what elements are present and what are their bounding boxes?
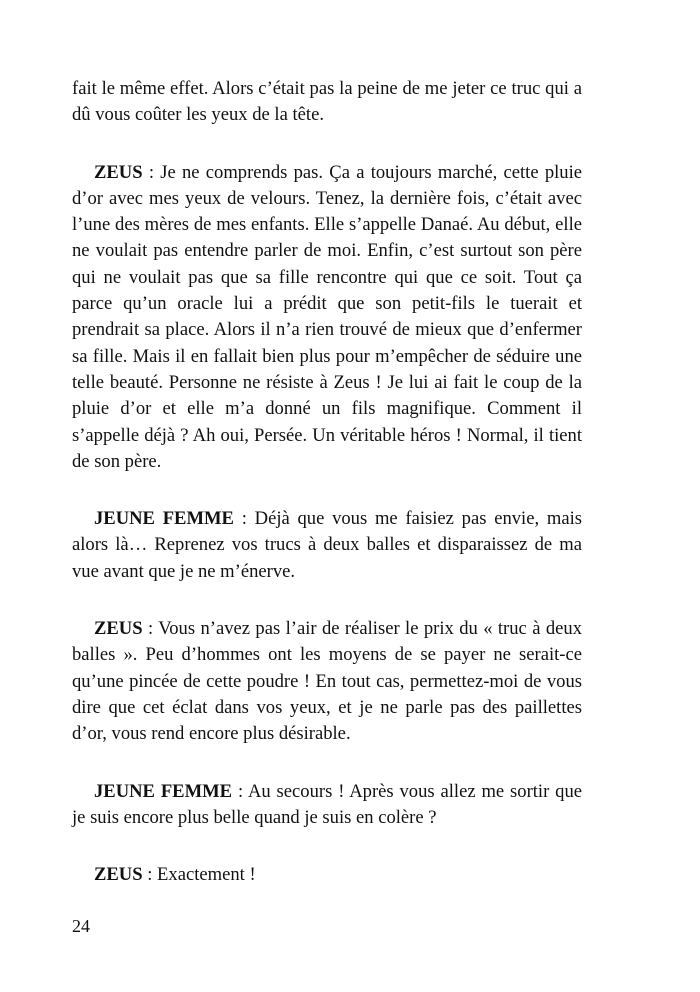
dialogue-text: Exactement !: [157, 864, 256, 886]
speaker-separator: :: [232, 780, 248, 802]
dialogue-jeune-femme: [72, 779, 582, 832]
dialogue-jeune-femme: [72, 506, 582, 585]
book-page: [72, 76, 582, 919]
speaker-name: ZEUS: [94, 618, 143, 640]
speaker-name: JEUNE FEMME: [94, 508, 234, 530]
dialogue-zeus: [72, 160, 582, 476]
dialogue-text: Je ne comprends pas. Ça a toujours marché, cette pluie d’or avec mes yeux de velours. Tenez, la dernière fois, c’était avec l’une des mères de mes enfants. Elle s’appelle Danaé. Au début, elle ne voulait pas entendre parler de moi. Enfin, c’est surtout son père qui ne voulait pas que sa fille rencontre qui que ce soit. Tout ça parce qu’un oracle lui a prédit que son petit-fils le tuerait et prendrait sa place. Alors il n’a rien trouvé de mieux que d’enfermer sa fille. Mais il en fallait bien plus pour m’empêcher de séduire une telle beauté. Personne ne résiste à Zeus ! Je lui ai fait le coup de la pluie d’or et elle m’a donné un fils magnifique. Comment il s’appelle déjà ? Ah oui, Persée. Un véritable héros ! Normal, il tient de son père.: [72, 161, 583, 472]
speaker-separator: :: [233, 508, 255, 530]
speaker-separator: :: [142, 864, 158, 886]
page-number: 24: [72, 916, 90, 936]
dialogue-text: fait le même effet. Alors c’était pas la peine de me jeter ce truc qui a dû vous coûter les yeux de la tête.: [72, 78, 582, 126]
dialogue-text: Déjà que vous me faisiez pas envie, mais alors là… Reprenez vos trucs à deux balles et disparaissez de ma vue avant que je ne m’énerve.: [72, 508, 582, 582]
speaker-name: ZEUS: [94, 161, 143, 183]
paragraph-continued: [72, 76, 582, 129]
dialogue-text: Vous n’avez pas l’air de réaliser le prix du « truc à deux balles ». Peu d’hommes ont les moyens de se payer ne serait-ce qu’une pincée de cette poudre ! En tout cas, permettez-moi de vous dire que cet éclat dans vos yeux, et je ne parle pas des paillettes d’or, vous rend encore plus désirable.: [72, 618, 582, 745]
dialogue-zeus: [72, 862, 582, 888]
speaker-name: JEUNE FEMME: [94, 780, 233, 802]
speaker-name: ZEUS: [94, 864, 143, 886]
dialogue-zeus: [72, 616, 582, 747]
speaker-separator: :: [142, 618, 159, 640]
speaker-separator: :: [142, 161, 161, 183]
dialogue-text: Au secours ! Après vous allez me sortir que je suis encore plus belle quand je suis en colère ?: [72, 780, 582, 828]
